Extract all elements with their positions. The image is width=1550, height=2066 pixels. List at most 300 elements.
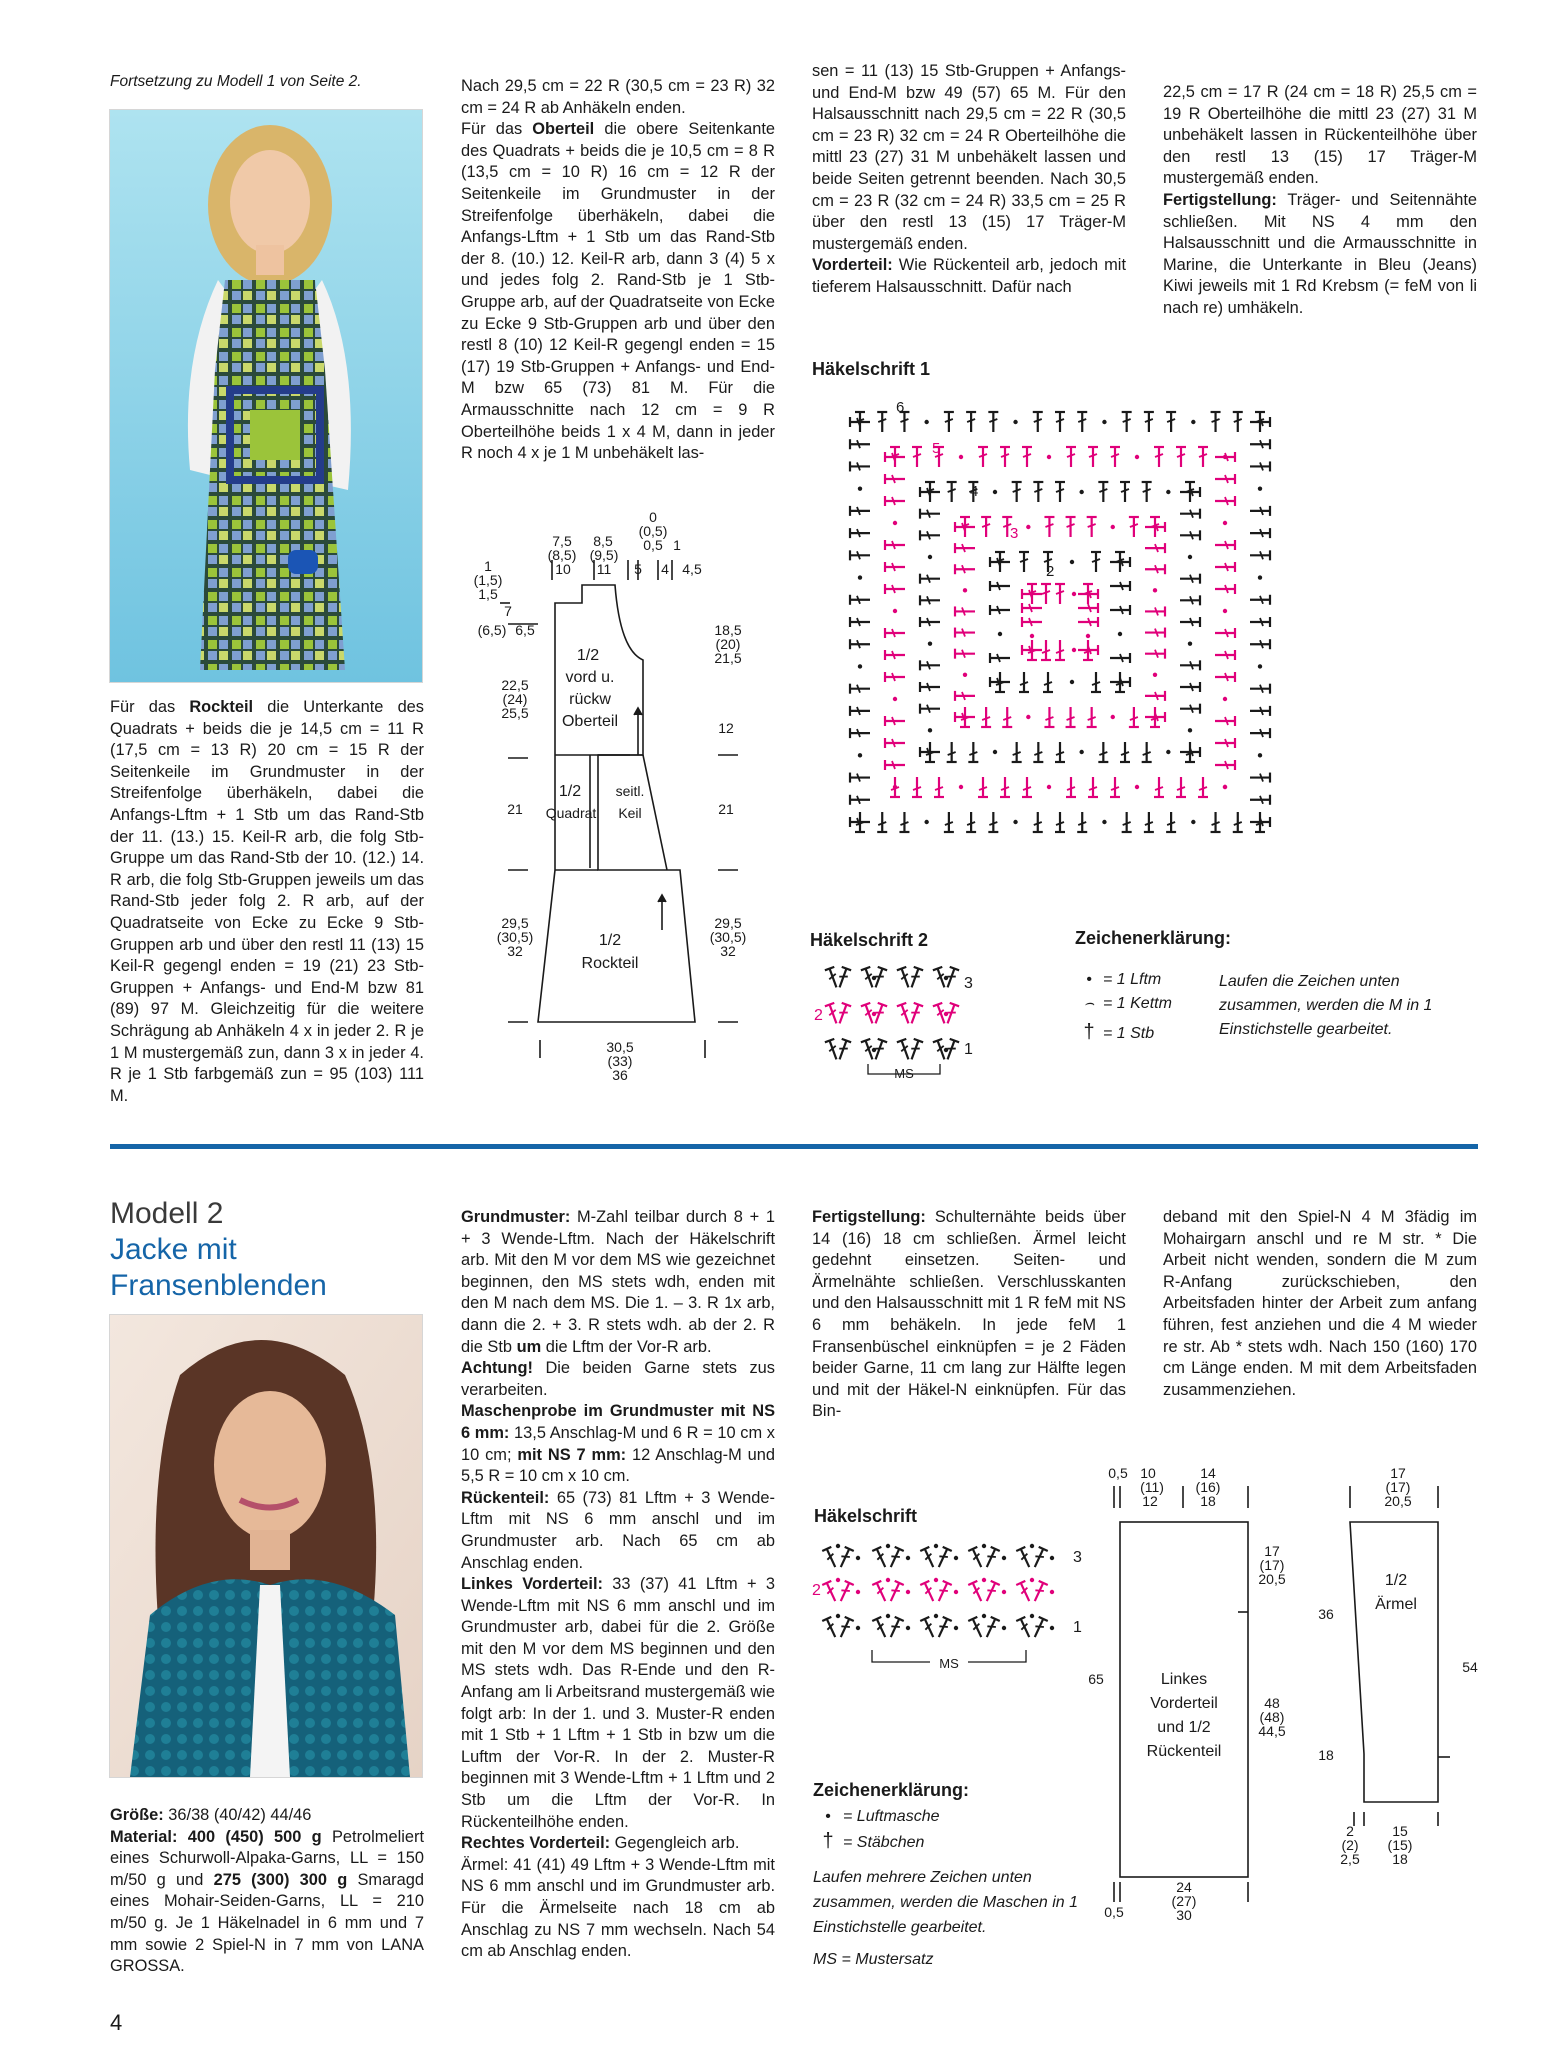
stitch-symbol bbox=[1098, 742, 1108, 762]
schematic3-bottom-label: (15) bbox=[1387, 1837, 1413, 1853]
schematic3-part-label: 1/2 bbox=[1384, 1572, 1408, 1589]
schematic2-bottom-label: (27) bbox=[1171, 1893, 1197, 1909]
stitch-symbol bbox=[947, 742, 957, 762]
stitch-symbol bbox=[850, 506, 870, 516]
schematic1-right-label: (20) bbox=[715, 636, 741, 652]
stitch-symbol bbox=[1215, 716, 1235, 726]
stitch-symbol bbox=[1066, 707, 1076, 727]
schematic1-left-label: 21 bbox=[507, 801, 523, 817]
stitch-symbol bbox=[850, 773, 870, 783]
stitch-symbol bbox=[850, 550, 870, 560]
chain-symbol bbox=[1050, 1626, 1054, 1630]
chain-symbol bbox=[836, 1544, 840, 1548]
chart1-round-label: 2 bbox=[1046, 563, 1055, 580]
chain-symbol bbox=[993, 490, 997, 494]
chain-symbol bbox=[1079, 490, 1083, 494]
chain-dot-icon: • bbox=[1086, 971, 1092, 988]
stitch-symbol bbox=[1198, 447, 1208, 467]
schematic3-bottom-label: 2 bbox=[1346, 1823, 1354, 1839]
stitch-symbol bbox=[920, 1617, 938, 1639]
model1-schematic bbox=[460, 510, 780, 1095]
chain-symbol bbox=[982, 1614, 986, 1618]
chart1-title: Häkelschrift 1 bbox=[812, 359, 931, 379]
stitch-symbol bbox=[1055, 412, 1065, 432]
chart1-round-label: 5 bbox=[932, 440, 941, 457]
stitch-symbol bbox=[968, 1547, 986, 1569]
stitch-symbol bbox=[1022, 447, 1032, 467]
stitch-symbol bbox=[955, 543, 975, 553]
chain-symbol bbox=[1111, 715, 1115, 719]
schematic2-top-label: 14 bbox=[1200, 1465, 1216, 1481]
stitch-symbol bbox=[1215, 672, 1235, 682]
schematic2-bottom-label: 30 bbox=[1176, 1907, 1192, 1923]
stitch-symbol bbox=[1055, 640, 1065, 660]
legend-item: = 1 Stb bbox=[1103, 1025, 1155, 1042]
stitch-symbol bbox=[1250, 617, 1270, 627]
stitch-symbol bbox=[1012, 482, 1022, 502]
schematic1-top-label: 0 bbox=[649, 510, 657, 525]
chain-symbol bbox=[1030, 634, 1034, 638]
stitch-symbol bbox=[850, 439, 870, 449]
stitch-symbol bbox=[872, 1581, 890, 1603]
chain-symbol bbox=[886, 1614, 890, 1618]
schematic1-right-label: (30,5) bbox=[709, 929, 747, 945]
schematic1-top-label: 10 bbox=[555, 561, 571, 577]
stitch-symbol bbox=[990, 605, 1010, 615]
schematic1-right-label: 32 bbox=[720, 943, 736, 959]
schematic1-keil-label: Keil bbox=[618, 805, 642, 821]
chain-symbol bbox=[893, 609, 897, 613]
schematic2-right-label: 17 bbox=[1264, 1543, 1280, 1559]
stitch-symbol bbox=[1180, 704, 1200, 714]
stitch-symbol bbox=[1154, 447, 1164, 467]
chain-symbol bbox=[1070, 680, 1074, 684]
chain-symbol bbox=[1118, 632, 1122, 636]
stitch-symbol bbox=[1154, 777, 1164, 797]
schematic1-bottom-label: (33) bbox=[607, 1053, 633, 1069]
stitch-symbol bbox=[978, 447, 988, 467]
chain-symbol bbox=[1135, 455, 1139, 459]
chain-symbol bbox=[1002, 1626, 1006, 1630]
stitch-symbol bbox=[1180, 660, 1200, 670]
schematic2-bottom-label: 24 bbox=[1176, 1879, 1192, 1895]
schematic1-top-label: 1 bbox=[673, 537, 681, 553]
stitch-symbol bbox=[885, 650, 905, 660]
schematic2-part-label: und 1/2 bbox=[1157, 1719, 1211, 1736]
schematic1-keil-label: seitl. bbox=[615, 783, 645, 799]
chain-symbol bbox=[1166, 490, 1170, 494]
stitch-symbol bbox=[934, 1581, 952, 1603]
stitch-symbol bbox=[1110, 777, 1120, 797]
stitch-symbol bbox=[944, 812, 954, 832]
stitch-symbol bbox=[920, 617, 940, 627]
schematic3-part-label: Ärmel bbox=[1375, 1596, 1417, 1613]
stitch-symbol bbox=[1180, 595, 1200, 605]
stitch-symbol bbox=[1211, 812, 1221, 832]
schematic1-oberteil-label: 1/2 bbox=[576, 647, 600, 664]
chain-symbol bbox=[1223, 455, 1227, 459]
schematic1-rockteil-label: 1/2 bbox=[598, 932, 622, 949]
stitch-symbol bbox=[981, 517, 991, 537]
chart2-repeat-label: MS bbox=[894, 1066, 914, 1081]
schematic1-left-label: (1,5) bbox=[473, 572, 503, 588]
stitch-symbol bbox=[1022, 777, 1032, 797]
chain-symbol bbox=[934, 1614, 938, 1618]
chain-symbol bbox=[1223, 521, 1227, 525]
stitch-symbol bbox=[1110, 447, 1120, 467]
chain-symbol bbox=[934, 1578, 938, 1582]
stitch-symbol bbox=[912, 777, 922, 797]
stitch-symbol bbox=[1180, 617, 1200, 627]
model1-photo bbox=[110, 110, 422, 682]
stitch-symbol bbox=[1250, 439, 1270, 449]
schematic1-left-label: (24) bbox=[502, 691, 528, 707]
stitch-symbol bbox=[990, 581, 1010, 591]
stitch-symbol bbox=[1145, 564, 1165, 574]
chain-symbol bbox=[1102, 420, 1106, 424]
schematic1-top-label: 0,5 bbox=[643, 537, 663, 553]
model2-legend-note: Laufen mehrere Zeichen unten zusammen, werden die Maschen in 1 Einstichstelle gearbeitet. bbox=[813, 1869, 1079, 1936]
schematic2-right-label: 44,5 bbox=[1258, 1723, 1286, 1739]
stitch-symbol bbox=[1078, 603, 1098, 613]
stitch-symbol bbox=[850, 528, 870, 538]
chain-dot-icon: • bbox=[825, 1808, 831, 1825]
model1-crochet-chart-1 bbox=[810, 350, 1330, 910]
stitch-symbol bbox=[1077, 812, 1087, 832]
stitch-symbol bbox=[1250, 461, 1270, 471]
model2-sleeve-schematic bbox=[1300, 1462, 1490, 1902]
stitch-symbol bbox=[920, 574, 940, 584]
schematic3-top-label: 20,5 bbox=[1384, 1493, 1412, 1509]
stitch-symbol bbox=[1215, 650, 1235, 660]
chain-symbol bbox=[1072, 648, 1076, 652]
chart1-round-label: 3 bbox=[1010, 525, 1019, 542]
schematic1-left-label: 22,5 bbox=[501, 677, 529, 693]
stitch-symbol bbox=[1000, 447, 1010, 467]
schematic1-top-label: 4,5 bbox=[682, 561, 702, 577]
chain-symbol bbox=[959, 785, 963, 789]
schematic3-left-label: 18 bbox=[1318, 1747, 1334, 1763]
chain-symbol bbox=[858, 486, 862, 490]
schematic2-part-label: Vorderteil bbox=[1150, 1695, 1218, 1712]
chain-symbol bbox=[1030, 1614, 1034, 1618]
schematic2-top-label: (11) bbox=[1140, 1479, 1164, 1495]
stitch-symbol bbox=[822, 1617, 840, 1639]
stitch-symbol bbox=[1043, 672, 1053, 692]
chain-symbol bbox=[1258, 575, 1262, 579]
model1-rockteil-text: Für das Rockteil die Unterkante des Quadrats + beids die je 14,5 cm = 11 R (17,5 cm = 13 R) 20 cm = 15 R der Seitenkeile im Grundmuster in der Streifenfolge überhäkeln, dabei die Anfangs-Lftm + 1 Stb um das Rand-Stb der 11. (13.) 15. Keil-R arb, die folg Stb-Gruppe um das Rand-Stb der 10. (12.) 14. R arb, die folg Stb-Gruppen jeweils um das Rand-Stb jeder folg 2. R arb, auf der Quadratseite von Ecke zu Ecke 9 Stb-Gruppen arb und über den restl 11 (13) 15 Keil-R gegengl enden = 19 (21) 23 Stb-Gruppen + Anfangs- und End-M bzw 81 (89) 97 M. Gleichzeitig für die weitere Schrägung ab Anhäkeln 4 x in jeder 2. R je 1 M mustergemäß zun, dann 3 x in jeder 4. R je 1 Stb farbgemäß zun = 95 (103) 111 M. bbox=[110, 698, 424, 1105]
schematic3-bottom-label: 18 bbox=[1392, 1851, 1408, 1867]
schematic1-left-label: 1,5 bbox=[478, 586, 498, 602]
schematic3-top-label: 17 bbox=[1390, 1465, 1406, 1481]
stitch-symbol bbox=[1145, 543, 1165, 553]
stitch-symbol bbox=[920, 660, 940, 670]
stitch-symbol bbox=[1120, 742, 1130, 762]
chain-symbol bbox=[858, 753, 862, 757]
stitch-symbol bbox=[968, 742, 978, 762]
stitch-symbol bbox=[836, 1617, 854, 1639]
schematic2-bottom-label: 0,5 bbox=[1104, 1904, 1124, 1920]
stitch-symbol bbox=[1055, 742, 1065, 762]
stitch-symbol bbox=[825, 1003, 841, 1025]
stitch-symbol bbox=[1066, 777, 1076, 797]
double-crochet-icon: † bbox=[822, 1830, 834, 1852]
chain-symbol bbox=[993, 750, 997, 754]
stitch-symbol bbox=[1087, 517, 1097, 537]
stitch-symbol bbox=[990, 653, 1010, 663]
schematic1-right-label: 21,5 bbox=[714, 650, 742, 666]
model2-crochet-chart bbox=[808, 1500, 1098, 1690]
model2-legend-title: Zeichenerklärung: bbox=[813, 1780, 970, 1800]
stitch-symbol bbox=[1211, 412, 1221, 432]
chain-symbol bbox=[1191, 420, 1195, 424]
chain-symbol bbox=[1030, 1544, 1034, 1548]
stitch-symbol bbox=[907, 967, 923, 989]
stitch-symbol bbox=[988, 412, 998, 432]
model2-title-number: Modell 2 bbox=[110, 1197, 224, 1230]
schematic1-left-label: 7 bbox=[504, 603, 512, 619]
stitch-symbol bbox=[1250, 684, 1270, 694]
chart1-symbol-grid bbox=[850, 412, 1270, 832]
model1-crochet-chart-2 bbox=[808, 928, 1038, 1098]
chart2-row-label: 1 bbox=[964, 1041, 973, 1058]
schematic1-oberteil-label: Oberteil bbox=[561, 713, 619, 730]
stitch-symbol bbox=[886, 1617, 904, 1639]
stitch-symbol bbox=[1030, 1547, 1048, 1569]
chain-symbol bbox=[1030, 1578, 1034, 1582]
model2-specs: Größe: 36/38 (40/42) 44/46 Material: 400 (450) 500 g Petrolmeliert eines Schurwoll-Alpaka-Garns, LL = 150 m/50 g und 275 (300) 300 g Smaragd eines Mohair-Seiden-Garns, LL = 210 m/50 g. Je 1 Häkelnadel in 6 mm und 7 mm sowie 2 Spiel-N in 7 mm von LANA GROSSA. bbox=[110, 1806, 424, 1976]
stitch-symbol bbox=[968, 1617, 986, 1639]
chain-symbol bbox=[893, 521, 897, 525]
stitch-symbol bbox=[1250, 706, 1270, 716]
chain-symbol bbox=[1002, 1556, 1006, 1560]
double-crochet-icon: † bbox=[1083, 1021, 1095, 1043]
stitch-symbol bbox=[1091, 672, 1101, 692]
legend-item: = Luftmasche bbox=[843, 1808, 940, 1825]
stitch-symbol bbox=[1077, 412, 1087, 432]
chain-symbol bbox=[1086, 634, 1090, 638]
schematic1-left-label: 32 bbox=[507, 943, 523, 959]
chain-symbol bbox=[886, 1578, 890, 1582]
stitch-symbol bbox=[825, 1039, 841, 1061]
chart2-symbol-grid bbox=[825, 967, 959, 1061]
chain-symbol bbox=[1050, 1590, 1054, 1594]
stitch-symbol bbox=[1055, 482, 1065, 502]
model2-chart-row-label: 2 bbox=[812, 1582, 821, 1599]
stitch-symbol bbox=[877, 812, 887, 832]
stitch-symbol bbox=[1019, 552, 1029, 572]
chart2-title: Häkelschrift 2 bbox=[810, 930, 929, 950]
chain-symbol bbox=[1191, 820, 1195, 824]
stitch-symbol bbox=[885, 562, 905, 572]
stitch-symbol bbox=[1215, 628, 1235, 638]
chain-symbol bbox=[959, 455, 963, 459]
schematic2-left-label: 65 bbox=[1088, 1671, 1104, 1687]
chain-symbol bbox=[963, 673, 967, 677]
schematic1-top-label: 5 bbox=[634, 561, 642, 577]
stitch-symbol bbox=[1030, 1617, 1048, 1639]
chain-symbol bbox=[893, 785, 897, 789]
stitch-symbol bbox=[850, 639, 870, 649]
chain-symbol bbox=[928, 641, 932, 645]
stitch-symbol bbox=[825, 967, 841, 989]
stitch-symbol bbox=[835, 1039, 851, 1061]
model2-title-line: Jacke mit bbox=[110, 1233, 237, 1266]
schematic1-left-label: 29,5 bbox=[501, 915, 529, 931]
chain-symbol bbox=[856, 1590, 860, 1594]
chain-symbol bbox=[1258, 486, 1262, 490]
schematic1-top-label: (9,5) bbox=[589, 547, 619, 563]
model2-legend-ms: MS = Mustersatz bbox=[813, 1951, 934, 1968]
stitch-symbol bbox=[1129, 707, 1139, 727]
schematic1-left-label: 6,5 bbox=[515, 622, 535, 638]
stitch-symbol bbox=[1055, 812, 1065, 832]
stitch-symbol bbox=[934, 777, 944, 797]
stitch-symbol bbox=[1066, 447, 1076, 467]
chain-symbol bbox=[836, 1578, 840, 1582]
chart2-row-label: 3 bbox=[964, 975, 973, 992]
chain-symbol bbox=[856, 1556, 860, 1560]
chain-symbol bbox=[1223, 609, 1227, 613]
stitch-symbol bbox=[1250, 506, 1270, 516]
chain-symbol bbox=[1111, 525, 1115, 529]
stitch-symbol bbox=[850, 461, 870, 471]
schematic1-oberteil-label: rückw bbox=[569, 691, 611, 708]
schematic2-right-label: (17) bbox=[1259, 1557, 1285, 1573]
stitch-symbol bbox=[1198, 777, 1208, 797]
chain-symbol bbox=[1070, 560, 1074, 564]
chain-symbol bbox=[954, 1590, 958, 1594]
stitch-symbol bbox=[877, 412, 887, 432]
chain-symbol bbox=[1135, 785, 1139, 789]
stitch-symbol bbox=[1142, 482, 1152, 502]
schematic3-top-label: (17) bbox=[1385, 1479, 1411, 1495]
stitch-symbol bbox=[981, 707, 991, 727]
stitch-symbol bbox=[1002, 707, 1012, 727]
chain-symbol bbox=[954, 1556, 958, 1560]
stitch-symbol bbox=[1110, 581, 1130, 591]
chain-symbol bbox=[906, 1626, 910, 1630]
stitch-symbol bbox=[1180, 682, 1200, 692]
stitch-symbol bbox=[1091, 552, 1101, 572]
model2-photo bbox=[110, 1315, 422, 1777]
model1-legend bbox=[1075, 928, 1485, 1068]
chain-symbol bbox=[954, 1626, 958, 1630]
stitch-symbol bbox=[850, 728, 870, 738]
stitch-symbol bbox=[982, 1547, 1000, 1569]
chain-symbol bbox=[1188, 555, 1192, 559]
stitch-symbol bbox=[1022, 603, 1042, 613]
chart1-round-label: 6 bbox=[896, 399, 905, 416]
chain-symbol bbox=[1026, 715, 1030, 719]
chain-symbol bbox=[982, 1544, 986, 1548]
schematic3-bottom-label: 15 bbox=[1392, 1823, 1408, 1839]
stitch-symbol bbox=[1145, 649, 1165, 659]
chain-symbol bbox=[1223, 697, 1227, 701]
chain-symbol bbox=[886, 1544, 890, 1548]
model2-title bbox=[110, 1196, 327, 1304]
stitch-symbol bbox=[885, 672, 905, 682]
stitch-symbol bbox=[982, 1581, 1000, 1603]
chain-symbol bbox=[1153, 588, 1157, 592]
stitch-symbol bbox=[955, 564, 975, 574]
stitch-symbol bbox=[920, 595, 940, 605]
stitch-symbol bbox=[822, 1581, 840, 1603]
chain-symbol bbox=[1079, 750, 1083, 754]
stitch-symbol bbox=[1250, 595, 1270, 605]
stitch-symbol bbox=[1030, 1581, 1048, 1603]
model2-body-schematic bbox=[1078, 1462, 1308, 1932]
chain-symbol bbox=[856, 1626, 860, 1630]
schematic2-right-label: (48) bbox=[1259, 1709, 1285, 1725]
stitch-symbol bbox=[920, 704, 940, 714]
schematic1-bottom-label: 30,5 bbox=[606, 1039, 634, 1055]
schematic1-left-label: 25,5 bbox=[501, 705, 529, 721]
stitch-symbol bbox=[1019, 672, 1029, 692]
schematic1-left-label: (6,5) bbox=[477, 622, 507, 638]
stitch-symbol bbox=[1144, 412, 1154, 432]
chain-symbol bbox=[924, 420, 928, 424]
model2-title-line: Fransenblenden bbox=[110, 1269, 327, 1302]
schematic1-bottom-label: 36 bbox=[612, 1067, 628, 1083]
stitch-symbol bbox=[897, 1039, 913, 1061]
stitch-symbol bbox=[955, 628, 975, 638]
stitch-symbol bbox=[822, 1547, 840, 1569]
schematic1-top-label: (0,5) bbox=[638, 523, 668, 539]
chain-symbol bbox=[924, 820, 928, 824]
stitch-symbol bbox=[885, 716, 905, 726]
schematic1-top-label: (8,5) bbox=[547, 547, 577, 563]
stitch-symbol bbox=[1041, 584, 1051, 604]
stitch-symbol bbox=[1250, 795, 1270, 805]
chain-symbol bbox=[906, 1590, 910, 1594]
stitch-symbol bbox=[1233, 412, 1243, 432]
continuation-note: Fortsetzung zu Modell 1 von Seite 2. bbox=[110, 73, 362, 90]
schematic1-right-label: 12 bbox=[718, 720, 734, 736]
schematic2-top-label: 10 bbox=[1140, 1465, 1156, 1481]
chain-symbol bbox=[858, 575, 862, 579]
stitch-symbol bbox=[1215, 540, 1235, 550]
model2-photo-illustration bbox=[110, 1315, 422, 1777]
stitch-symbol bbox=[1215, 760, 1235, 770]
model2-legend bbox=[813, 1780, 1113, 1972]
stitch-symbol bbox=[850, 684, 870, 694]
schematic2-right-label: 48 bbox=[1264, 1695, 1280, 1711]
model2-column-2: Grundmuster: M-Zahl teilbar durch 8 + 1 + 3 Wende-Lftm. Nach der Häkelschrift arb. Mit den M vor dem MS wie gezeichnet beginnen, den MS stets wdh, enden mit den M nach dem MS. Die 1. – 3. R 1x arb, dann die 2. + 3. R stets wdh. ab der 2. R die Stb um die Lftm der Vor-R arb. Achtung! Die beiden Garne stets zus verarbeiten. Maschenprobe im Grundmuster mit NS 6 mm: 13,5 Anschlag-M und 6 R = 10 cm x 10 cm; mit NS 7 mm: 12 Anschlag-M und 5,5 R = 10 cm x 10 cm. Rückenteil: 65 (73) 81 Lftm + 3 Wende-Lftm mit NS 6 mm anschl und im Grundmuster arb. Nach 65 cm ab Anschlag enden. Linkes Vorderteil: 33 (37) 41 Lftm + 3 Wende-Lftm mit NS 6 mm anschl und im Grundmuster arb, dabei für die 2. Größe mit den M vor dem MS beginnen und den MS stets wdh. Das R-Ende und den R-Anfang am li Arbeitsrand mustergemäß wie folgt arb: In der 1. und 3. Muster-R enden mit 1 Stb + 1 Lftm + 1 Stb in bzw um die Luftm der Vor-R. In der 2. Muster-R beginnen mit 3 Wende-Lftm + 1 Lftm und 2 Stb um die Lftm der Vor-R. In Rückenteilhöhe enden. Rechtes Vorderteil: Gegengleich arb. Ärmel: 41 (41) 49 Lftm + 3 Wende-Lftm mit NS 6 mm anschl und im Grundmuster arb. Für die Ärmelseite nach 18 cm ab Anschlag zu NS 7 mm wechseln. Nach 54 cm ab Anschlag enden. bbox=[461, 1208, 775, 1961]
schematic1-rockteil-label: Rockteil bbox=[581, 955, 639, 972]
schematic1-top-label: 11 bbox=[596, 561, 612, 577]
chain-symbol bbox=[906, 1556, 910, 1560]
model1-column-3: sen = 11 (13) 15 Stb-Gruppen + Anfangs- und End-M bzw 49 (57) 65 M. Für den Halsausschnitt nach 29,5 cm = 22 R (30,5 cm = 23 R) 32 cm = 24 R Oberteilhöhe die mittl 23 (27) 31 M unbehäkelt lassen und beide Seiten getrennt beenden. Nach 30,5 cm = 23 R (32 cm = 24 R) 33,5 cm = 25 R über den restl 13 (15) 17 Träger-M mustergemäß enden. Vorderteil: Wie Rückenteil arb, jedoch mit tieferem Halsausschnitt. Dafür nach bbox=[812, 62, 1126, 296]
stitch-symbol bbox=[885, 540, 905, 550]
stitch-symbol bbox=[1233, 812, 1243, 832]
stitch-symbol bbox=[1215, 738, 1235, 748]
chain-symbol bbox=[1102, 820, 1106, 824]
model1-column-2: Nach 29,5 cm = 22 R (30,5 cm = 23 R) 32 cm = 24 R ab Anhäkeln enden. Für das Oberteil die obere Seitenkante des Quadrats + beids die je 10,5 cm = 8 R (13,5 cm = 10 R) 16 cm = 12 R der Seitenkeile im Grundmuster in der Streifenfolge überhäkeln, dabei die Anfangs-Lftm + 1 Stb um das Rand-Stb der 8. (10.) 12. Keil-R arb, dann 3 (4) 5 x und jedes folg 2. Rand-Stb je 1 Stb-Gruppe arb, auf der Quadratseite von Ecke zu Ecke 9 Stb-Gruppen arb und über den restl 8 (10) 12 Keil-R gegengl enden = 15 (17) 19 Stb-Gruppen + Anfangs- und End-M bzw 65 (73) 81 M. Für die Armausschnitte nach 12 cm = 9 R Oberteilhöhe beids 1 x 4 M, dann in jeder R noch 4 x je 1 M unbehäkelt las- bbox=[461, 77, 776, 463]
stitch-symbol bbox=[899, 812, 909, 832]
stitch-symbol bbox=[1176, 777, 1186, 797]
stitch-symbol bbox=[835, 1003, 851, 1025]
stitch-symbol bbox=[907, 1039, 923, 1061]
stitch-symbol bbox=[886, 1547, 904, 1569]
slip-stitch-icon: ⌢ bbox=[1083, 995, 1095, 1012]
schematic3-left-label: 36 bbox=[1318, 1606, 1334, 1622]
stitch-symbol bbox=[1066, 517, 1076, 537]
stitch-symbol bbox=[912, 447, 922, 467]
stitch-symbol bbox=[1145, 628, 1165, 638]
stitch-symbol bbox=[886, 1581, 904, 1603]
schematic2-top-label: 0,5 bbox=[1108, 1465, 1128, 1481]
